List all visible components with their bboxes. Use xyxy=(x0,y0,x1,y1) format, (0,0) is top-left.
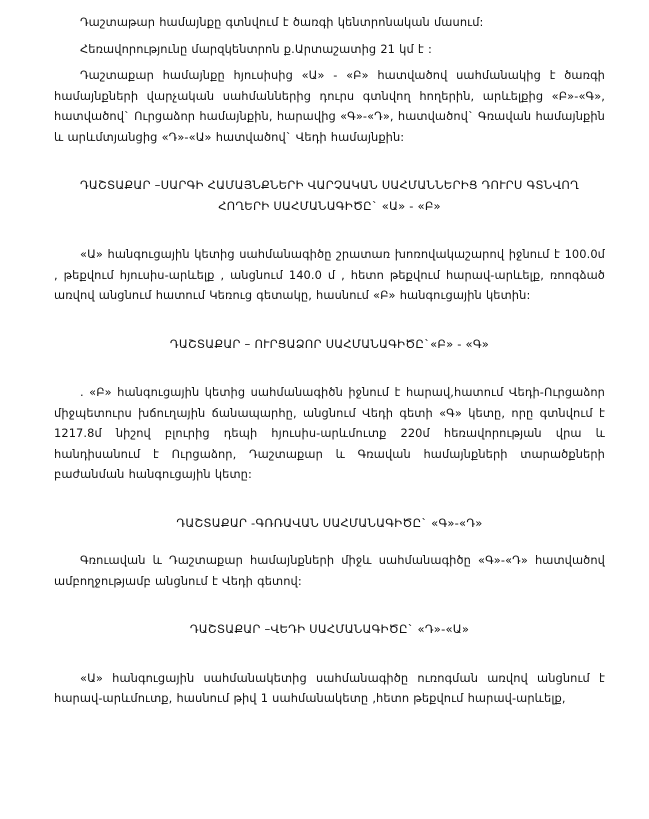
section-heading-g-d: ԴԱՇՏԱՔԱՐ -ԳՌՌԱՎԱՆ ՍԱՀՄԱՆԱԳԻԾԸ` «Գ»-«Դ» xyxy=(176,515,483,530)
section-heading-d-a: ԴԱՇՏԱՔԱՐ –ՎԵԴԻ ՍԱՀՄԱՆԱԳԻԾԸ` «Դ»-«Ա» xyxy=(189,622,470,636)
section-body-d-a: «Ա» հանգուցային սահմանակետից սահմանագիծը ուռոգման առվով անցնում է հարավ-արևմուտք, հասնում թիվ 1 սահմանակետը ,հետո թեքվում հարավ-արևելք, xyxy=(54,670,605,705)
spacer xyxy=(54,216,605,244)
spacer xyxy=(54,485,605,513)
spacer xyxy=(54,147,605,175)
intro-paragraph-1: Դաշտաթար համայնքը գտնվում է ծառգի կենտրոնական մասում: xyxy=(80,15,484,29)
section-body-g-d: Գռուավան և Դաշտաքար համայնքների միջև սահմանագիծը «Գ»-«Դ» հատվածով ամբողջությամբ անցնում է Վեդի գետով: xyxy=(54,553,605,588)
intro-paragraph-2: Հեռավորությունը մարզկենտրոն ք.Արտաշատից 21 կմ է : xyxy=(80,41,432,56)
spacer xyxy=(54,640,605,668)
section-body-a-b: «Ա» հանգուցային կետից սահմանագիծը շրատառ խոռովակաշարով իջնում է 100.0մ , թեքվում հյուսիս-արևելք , անցնում 140.0 մ , հետո թեքվում հարավ-արևելք, ռոոգձած առվով անցնում հատում Կեռուց գետակը, հասնում «Բ» հանգուցային կետին: xyxy=(54,247,605,302)
section-body-b-g: . «Բ» հանգուցային կետից սահմանագիծն իջնում է հարավ,հատում Վեդի-Ուրցաձոր միջպետուրս խճուղային ճանապարհը, անցնում Վեդի գետի «Գ» կետը, որը գտնվում է 1217.8մ նիշով բլուրից դեպի հյուսիս-արևմուտք 220մ հեռավորության վրա և հանդիսանում է Ուրցաձոր, Դաշտաքար և Գռավան համայնքների տարածքների բաժանման հանգուցային կետը: xyxy=(54,385,605,481)
section-heading-a-b-line-1: ԴԱՇՏԱՔԱՐ –ՍԱՐԳԻ ՀԱՄԱՅՆՔՆԵՐԻ ՎԱՐՉԱԿԱՆ ՍԱՀՄԱՆՆԵՐԻՑ ԴՈՒՐՍ ԳՏՆՎՈՂ xyxy=(79,178,580,192)
section-heading-b-g: ԴԱՇՏԱՔԱՐ – ՈՒՐՑԱՁՈՐ ՍԱՀՄԱՆԱԳԻԾԸ`«Բ» - «Գ» xyxy=(169,336,490,351)
spacer xyxy=(54,354,605,382)
spacer xyxy=(54,533,605,550)
intro-paragraph-3: Դաշտաքար համայնքը հյուսիսից «Ա» - «Բ» հատվածով սահմանակից է ծառգի համայնքների վարչական սահմաններից դուրս գտնվող հողերին, արևելքից «Բ»-«Գ», հատվածով` Ուրցաձոր համայնքին, հարավից «Գ»-«Դ», հատվածով` Գռավան համայնքին և արևմտյանցից «Դ»-«Ա» հատվածով` Վեդի համայնքին: xyxy=(54,68,605,144)
spacer xyxy=(54,306,605,334)
spacer xyxy=(54,591,605,619)
section-heading-a-b-line-2: ՀՈՂԵՐԻ ՍԱՀՄԱՆԱԳԻԾԸ` «Ա» - «Բ» xyxy=(218,198,441,213)
